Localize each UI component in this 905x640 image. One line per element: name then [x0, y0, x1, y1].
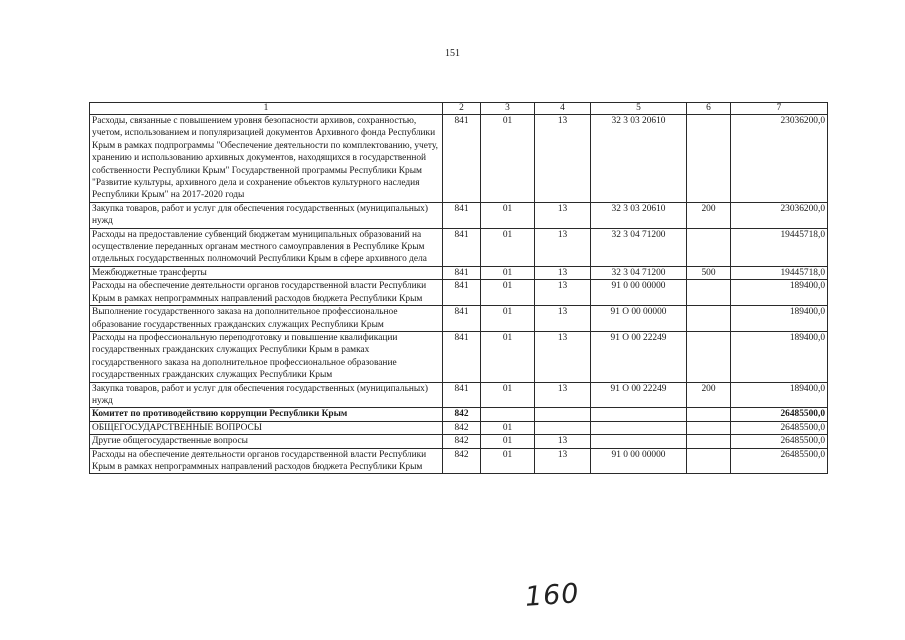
row-code-subsection: 13 [535, 115, 591, 203]
row-code-expense-type [687, 408, 731, 421]
row-code-ministry: 841 [443, 382, 481, 408]
row-code-ministry: 842 [443, 435, 481, 448]
row-code-target: 32 3 03 20610 [591, 202, 687, 228]
row-name: Расходы на обеспечение деятельности органов государственной власти Республики Крым в рамках непрограммных направлений расходов бюджета Республики Крым [90, 280, 443, 306]
row-name: Закупка товаров, работ и услуг для обеспечения государственных (муниципальных) нужд [90, 202, 443, 228]
row-code-section: 01 [481, 115, 535, 203]
row-code-subsection: 13 [535, 306, 591, 332]
table-row [90, 435, 828, 448]
handwritten-page-number: 160 [523, 578, 581, 613]
row-code-section: 01 [481, 331, 535, 382]
row-code-ministry: 841 [443, 306, 481, 332]
row-code-section: 01 [481, 382, 535, 408]
row-code-subsection [535, 421, 591, 434]
header-col-5: 5 [591, 103, 687, 115]
table-row [90, 408, 828, 421]
row-code-ministry: 841 [443, 266, 481, 279]
row-code-subsection: 13 [535, 266, 591, 279]
header-col-4: 4 [535, 103, 591, 115]
row-code-expense-type: 200 [687, 382, 731, 408]
table-row [90, 202, 828, 228]
row-amount: 26485500,0 [731, 435, 828, 448]
row-code-target: 91 0 00 00000 [591, 448, 687, 474]
row-code-section: 01 [481, 280, 535, 306]
row-code-target: 32 3 04 71200 [591, 228, 687, 266]
row-code-subsection: 13 [535, 280, 591, 306]
row-amount: 189400,0 [731, 306, 828, 332]
row-name: Комитет по противодействию коррупции Республики Крым [90, 408, 443, 421]
table-row [90, 306, 828, 332]
table-row [90, 448, 828, 474]
budget-table [89, 102, 828, 474]
row-name: Расходы на профессиональную переподготовку и повышение квалификации государственных гражданских служащих Республики Крым в рамках государственного заказа на дополнительное профессиональное образование государственных гражданских служащих Республики Крым [90, 331, 443, 382]
row-amount: 189400,0 [731, 331, 828, 382]
row-code-subsection: 13 [535, 331, 591, 382]
row-amount: 26485500,0 [731, 448, 828, 474]
row-code-ministry: 841 [443, 202, 481, 228]
table-row [90, 266, 828, 279]
table-row [90, 228, 828, 266]
row-code-ministry: 841 [443, 331, 481, 382]
row-code-expense-type [687, 421, 731, 434]
table-row [90, 331, 828, 382]
row-name: Расходы на обеспечение деятельности органов государственной власти Республики Крым в рамках непрограммных направлений расходов бюджета Республики Крым [90, 448, 443, 474]
row-code-expense-type [687, 331, 731, 382]
row-code-section: 01 [481, 306, 535, 332]
header-col-6: 6 [687, 103, 731, 115]
row-code-subsection [535, 408, 591, 421]
row-code-target: 32 3 03 20610 [591, 115, 687, 203]
row-code-expense-type [687, 115, 731, 203]
row-amount: 23036200,0 [731, 115, 828, 203]
row-code-section: 01 [481, 266, 535, 279]
row-amount: 189400,0 [731, 280, 828, 306]
row-code-section: 01 [481, 448, 535, 474]
row-amount: 19445718,0 [731, 266, 828, 279]
row-code-expense-type: 200 [687, 202, 731, 228]
row-name: Расходы, связанные с повышением уровня безопасности архивов, сохранностью, учетом, использованием и популяризацией документов Архивного фонда Республики Крым в рамках подпрограммы "Обеспечение деятельности по комплектованию, учету, хранению и использованию архивных документов, находящихся в государственной собственности Республики Крым" Государственной программы Республики Крым "Развитие культуры, архивного дела и сохранение объектов культурного наследия Республики Крым" на 2017-2020 годы [90, 115, 443, 203]
row-name: Выполнение государственного заказа на дополнительное профессиональное образование государственных гражданских служащих Республики Крым [90, 306, 443, 332]
row-code-expense-type [687, 280, 731, 306]
row-code-target: 32 3 04 71200 [591, 266, 687, 279]
table-header-row [90, 103, 828, 115]
row-code-target [591, 408, 687, 421]
row-name: ОБЩЕГОСУДАРСТВЕННЫЕ ВОПРОСЫ [90, 421, 443, 434]
row-code-expense-type [687, 435, 731, 448]
header-col-7: 7 [731, 103, 828, 115]
row-code-target: 91 О 00 22249 [591, 331, 687, 382]
row-code-ministry: 841 [443, 115, 481, 203]
row-code-expense-type [687, 448, 731, 474]
header-col-1: 1 [90, 103, 443, 115]
row-code-expense-type: 500 [687, 266, 731, 279]
table-row [90, 382, 828, 408]
row-code-subsection: 13 [535, 448, 591, 474]
row-code-target [591, 435, 687, 448]
page-number: 151 [445, 48, 460, 59]
row-code-subsection: 13 [535, 228, 591, 266]
header-col-3: 3 [481, 103, 535, 115]
row-code-section: 01 [481, 421, 535, 434]
row-code-subsection: 13 [535, 202, 591, 228]
row-name: Межбюджетные трансферты [90, 266, 443, 279]
row-amount: 189400,0 [731, 382, 828, 408]
row-amount: 26485500,0 [731, 421, 828, 434]
table-row [90, 115, 828, 203]
row-amount: 23036200,0 [731, 202, 828, 228]
row-name: Закупка товаров, работ и услуг для обеспечения государственных (муниципальных) нужд [90, 382, 443, 408]
row-name: Расходы на предоставление субвенций бюджетам муниципальных образований на осуществление переданных органам местного самоуправления в Республике Крым отдельных государственных полномочий Республики Крым в сфере архивного дела [90, 228, 443, 266]
row-amount: 26485500,0 [731, 408, 828, 421]
row-code-ministry: 841 [443, 228, 481, 266]
row-name: Другие общегосударственные вопросы [90, 435, 443, 448]
row-code-ministry: 842 [443, 408, 481, 421]
row-code-section: 01 [481, 228, 535, 266]
table-row [90, 280, 828, 306]
row-code-target: 91 О 00 00000 [591, 306, 687, 332]
row-code-expense-type [687, 228, 731, 266]
row-code-section [481, 408, 535, 421]
row-code-section: 01 [481, 435, 535, 448]
row-code-target: 91 О 00 22249 [591, 382, 687, 408]
row-code-subsection: 13 [535, 435, 591, 448]
row-amount: 19445718,0 [731, 228, 828, 266]
row-code-ministry: 841 [443, 280, 481, 306]
row-code-expense-type [687, 306, 731, 332]
row-code-ministry: 842 [443, 448, 481, 474]
row-code-subsection: 13 [535, 382, 591, 408]
row-code-section: 01 [481, 202, 535, 228]
row-code-target [591, 421, 687, 434]
header-col-2: 2 [443, 103, 481, 115]
table-row [90, 421, 828, 434]
row-code-ministry: 842 [443, 421, 481, 434]
row-code-target: 91 0 00 00000 [591, 280, 687, 306]
